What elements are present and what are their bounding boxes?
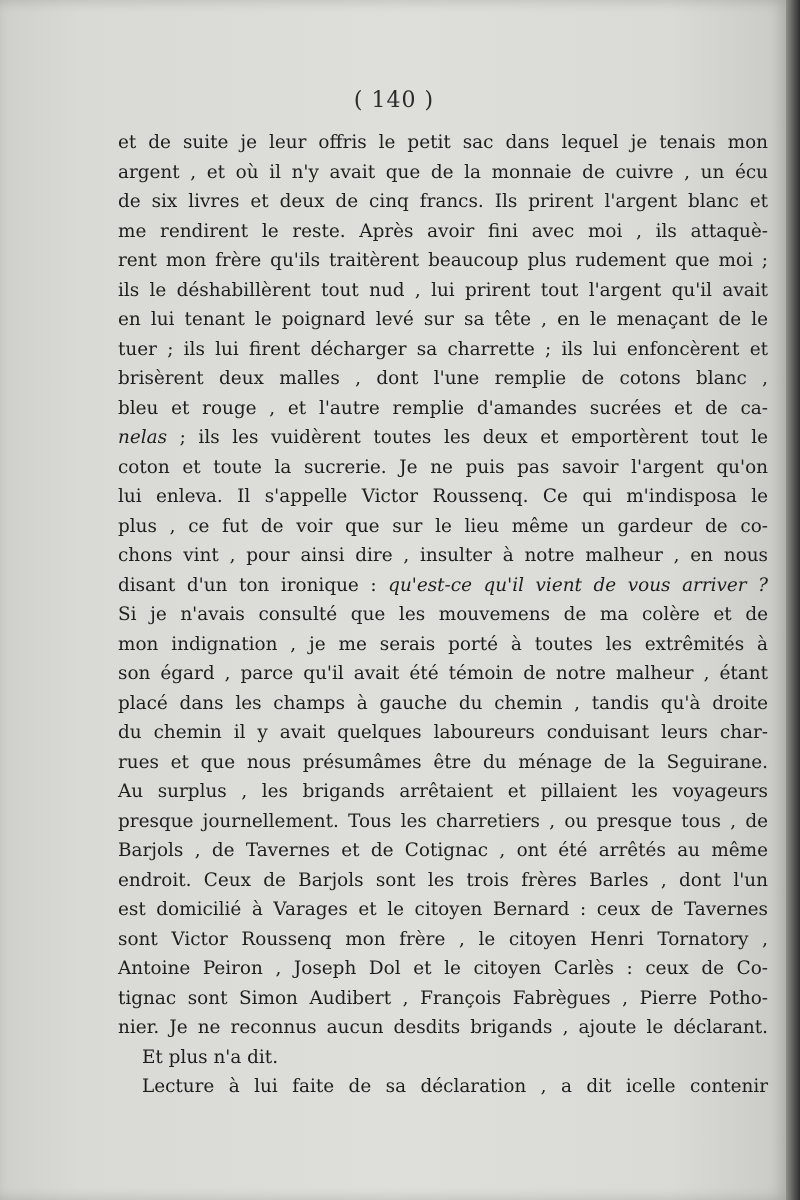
italic-text: qu'est-ce qu'il vient de vous arriver ? xyxy=(388,574,768,596)
text-line xyxy=(118,600,768,630)
text-span: en lui tenant le poignard levé sur sa tête , en le menaçant de le xyxy=(118,309,768,330)
text-span: nier. Je ne reconnus aucun desdits brigands , ajoute le déclarant. xyxy=(118,1017,768,1038)
text-line xyxy=(118,836,768,866)
text-line xyxy=(118,630,768,660)
text-span: chons vint , pour ainsi dire , insulter à notre malheur , en nous xyxy=(118,545,768,566)
text-line xyxy=(118,158,768,188)
book-spine-shadow xyxy=(786,0,800,1200)
text-line xyxy=(118,925,768,955)
text-line xyxy=(118,1043,768,1073)
text-line xyxy=(118,453,768,483)
text-line xyxy=(118,364,768,394)
text-line xyxy=(118,718,768,748)
text-line xyxy=(118,895,768,925)
text-span: brisèrent deux malles , dont l'une remplie de cotons blanc , xyxy=(118,368,768,389)
text-span: bleu et rouge , et l'autre remplie d'amandes sucrées et de ca- xyxy=(118,397,768,419)
text-span: rent mon frère qu'ils traitèrent beaucoup plus rudement que moi ; xyxy=(118,250,768,271)
text-span: mon indignation , je me serais porté à toutes les extrêmités à xyxy=(118,633,768,655)
text-line xyxy=(118,128,768,158)
text-span: Antoine Peiron , Joseph Dol et le citoyen Carlès : ceux de Co- xyxy=(118,958,768,979)
text-span: et de suite je leur offris le petit sac dans lequel je tenais mon xyxy=(118,132,768,153)
text-span: du chemin il y avait quelques laboureurs conduisant leurs char- xyxy=(118,722,768,743)
text-line xyxy=(118,1013,768,1043)
text-line xyxy=(118,482,768,512)
text-span: de six livres et deux de cinq francs. Ils prirent l'argent blanc et xyxy=(118,191,768,212)
text-line xyxy=(118,335,768,365)
text-span: Barjols , de Tavernes et de Cotignac , ont été arrêtés au même xyxy=(118,840,768,861)
text-line xyxy=(118,276,768,306)
text-span: coton et toute la sucrerie. Je ne puis pas savoir l'argent qu'on xyxy=(118,456,768,478)
text-span: Au surplus , les brigands arrêtaient et pillaient les voyageurs xyxy=(118,781,768,802)
text-line xyxy=(118,777,768,807)
text-line xyxy=(118,305,768,335)
text-span: endroit. Ceux de Barjols sont les trois frères Barles , dont l'un xyxy=(118,869,768,891)
text-span: ils le déshabillèrent tout nud , lui prirent tout l'argent qu'il avait xyxy=(118,279,768,301)
text-line xyxy=(118,246,768,276)
text-span: Lecture à lui faite de sa déclaration , a dit icelle contenir xyxy=(142,1076,768,1097)
text-line xyxy=(118,571,768,601)
body-text xyxy=(118,128,768,1102)
text-span: Si je n'avais consulté que les mouvemens de ma colère et de xyxy=(118,604,768,625)
text-span: rues et que nous présumâmes être du ménage de la Seguirane. xyxy=(118,751,768,773)
text-line xyxy=(118,187,768,217)
text-span: son égard , parce qu'il avait été témoin de notre malheur , étant xyxy=(118,663,768,684)
text-line xyxy=(118,748,768,778)
text-span: argent , et où il n'y avait que de la monnaie de cuivre , un écu xyxy=(118,161,768,183)
text-line xyxy=(118,866,768,896)
text-span: sont Victor Roussenq mon frère , le citoyen Henri Tornatory , xyxy=(118,928,768,950)
text-line xyxy=(118,984,768,1014)
text-span: ; ils les vuidèrent toutes les deux et emportèrent tout le xyxy=(167,427,768,448)
text-line xyxy=(118,689,768,719)
text-span: presque journellement. Tous les charretiers , ou presque tous , de xyxy=(118,810,768,832)
text-line xyxy=(118,1072,768,1102)
text-span: plus , ce fut de voir que sur le lieu même un gardeur de co- xyxy=(118,515,768,537)
text-span: me rendirent le reste. Après avoir fini avec moi , ils attaquè- xyxy=(118,220,768,242)
page-number: ( 140 ) xyxy=(353,88,435,113)
text-span: placé dans les champs à gauche du chemin , tandis qu'à droite xyxy=(118,692,768,714)
text-span: est domicilié à Varages et le citoyen Bernard : ceux de Tavernes xyxy=(118,899,768,920)
bleed-through-mark xyxy=(0,730,36,770)
text-span: tuer ; ils lui firent décharger sa charrette ; ils lui enfoncèrent et xyxy=(118,338,768,360)
text-span: lui enleva. Il s'appelle Victor Roussenq. Ce qui m'indisposa le xyxy=(118,486,768,507)
text-line xyxy=(118,512,768,542)
text-span: disant d'un ton ironique : xyxy=(118,574,389,596)
text-line xyxy=(118,394,768,424)
text-line xyxy=(118,423,768,453)
text-line xyxy=(118,807,768,837)
text-line xyxy=(118,217,768,247)
text-span: tignac sont Simon Audibert , François Fabrègues , Pierre Potho- xyxy=(118,987,768,1009)
text-span: Et plus n'a dit. xyxy=(142,1046,279,1068)
text-line xyxy=(118,659,768,689)
text-line xyxy=(118,541,768,571)
italic-text: nelas xyxy=(118,427,168,448)
text-line xyxy=(118,954,768,984)
